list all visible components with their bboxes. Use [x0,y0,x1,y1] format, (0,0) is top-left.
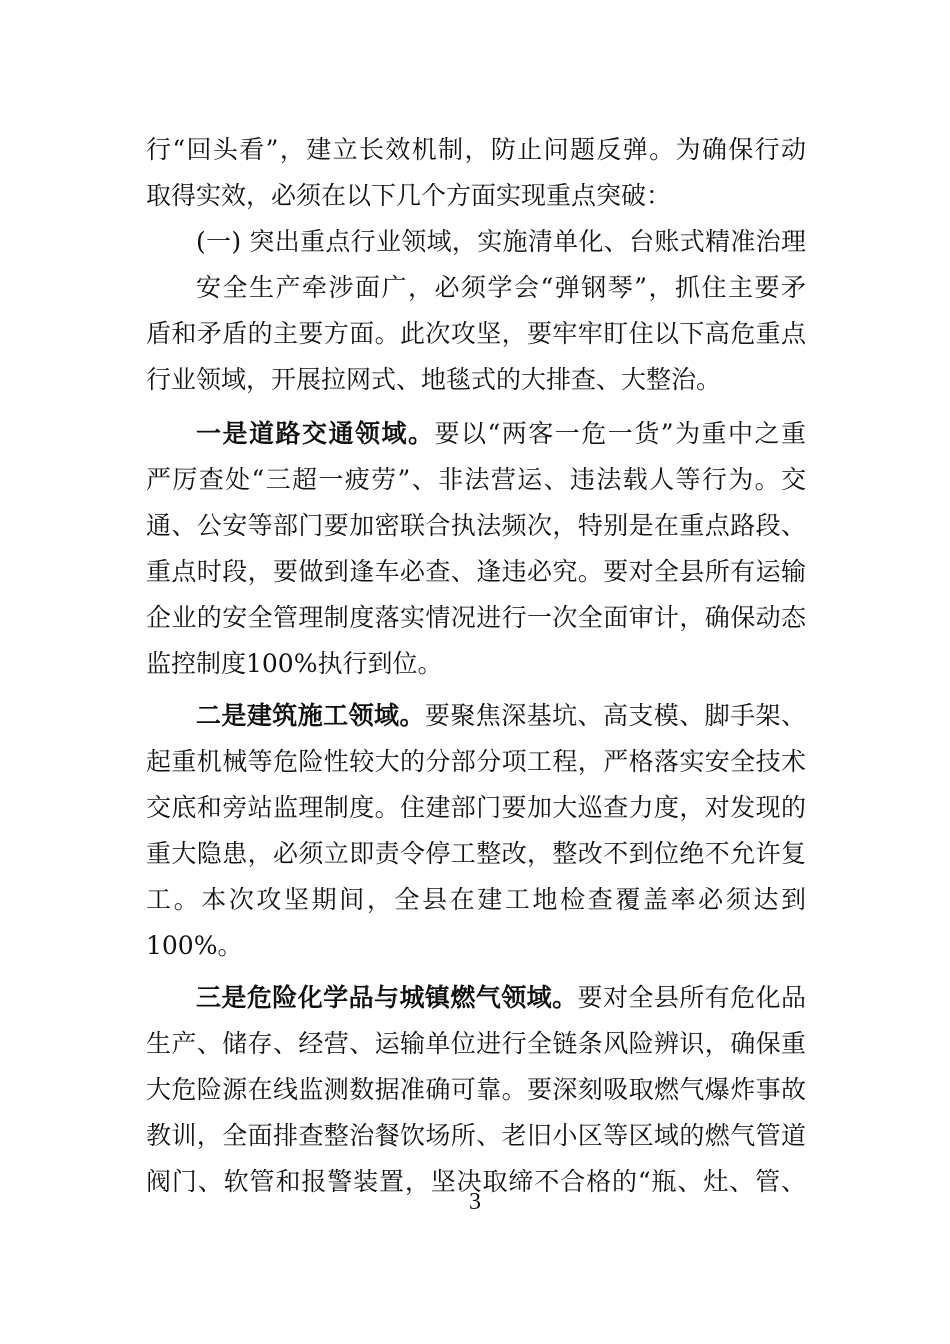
line-text: 100%。 [146,931,243,960]
line-text: 监控制度100%执行到位。 [146,649,443,678]
text-line-19 [196,980,806,1016]
text-line-5 [146,316,806,352]
line-text: 重大隐患，必须立即责令停工整改，整改不到位绝不允许复 [146,839,806,868]
line-text: 要对全县所有危化品 [577,983,806,1012]
text-line-16 [146,836,806,872]
text-line-2 [146,178,806,214]
text-line-15 [146,790,806,826]
line-text: 严厉查处“三超一疲劳”、非法营运、违法载人等行为。交 [146,465,806,494]
line-text: 教训，全面排查整治餐饮场所、老旧小区等区域的燃气管道 [146,1121,806,1150]
section-heading [196,224,806,260]
line-text: 阀门、软管和报警装置，坚决取缔不合格的“瓶、灶、管、 [146,1167,806,1196]
text-line-17 [146,882,806,918]
page-number: 3 [469,1189,481,1215]
text-line-12 [146,646,806,682]
line-text: 行业领域，开展拉网式、地毯式的大排查、大整治。 [146,365,722,394]
line-text: 通、公安等部门要加密联合执法频次，特别是在重点路段、 [146,511,806,540]
text-line-11 [146,600,806,636]
text-line-10 [146,554,806,590]
item-heading-road-traffic: 一是道路交通领域。 [196,419,435,448]
item-heading-hazardous-chemicals: 三是危险化学品与城镇燃气领域。 [196,983,578,1012]
item-heading-construction: 二是建筑施工领域。 [196,701,425,730]
text-line-22 [146,1118,806,1154]
line-text: 大危险源在线监测数据准确可靠。要深刻吸取燃气爆炸事故 [146,1075,806,1104]
line-text: 企业的安全管理制度落实情况进行一次全面审计，确保动态 [146,603,806,632]
text-line-20 [146,1026,806,1062]
text-line-9 [146,508,806,544]
line-text: 工。本次攻坚期间，全县在建工地检查覆盖率必须达到 [146,885,806,914]
line-text: 行“回头看”，建立长效机制，防止问题反弹。为确保行动 [146,135,806,164]
line-text: 要聚焦深基坑、高支模、脚手架、 [424,701,806,730]
text-line-6 [146,362,806,398]
line-text: 重点时段，要做到逢车必查、逢违必究。要对全县所有运输 [146,557,806,586]
text-line-7 [196,416,806,452]
text-line-18 [146,928,806,964]
text-line-8 [146,462,806,498]
line-text: 起重机械等危险性较大的分部分项工程，严格落实安全技术 [146,747,806,776]
section-heading-text: (一) 突出重点行业领域，实施清单化、台账式精准治理 [196,227,806,256]
line-text: 取得实效，必须在以下几个方面实现重点突破： [146,181,672,210]
text-line-13 [196,698,806,734]
line-text: 交底和旁站监理制度。住建部门要加大巡查力度，对发现的 [146,793,806,822]
text-line-4 [196,270,806,306]
text-line-21 [146,1072,806,1108]
line-text: 盾和矛盾的主要方面。此次攻坚，要牢牢盯住以下高危重点 [146,319,806,348]
text-line-14 [146,744,806,780]
text-line-1 [146,132,806,168]
line-text: 要以“两客一危一货”为重中之重 [434,419,806,448]
line-text: 生产、储存、经营、运输单位进行全链条风险辨识，确保重 [146,1029,806,1058]
line-text: 安全生产牵涉面广，必须学会“弹钢琴”，抓住主要矛 [196,273,806,302]
